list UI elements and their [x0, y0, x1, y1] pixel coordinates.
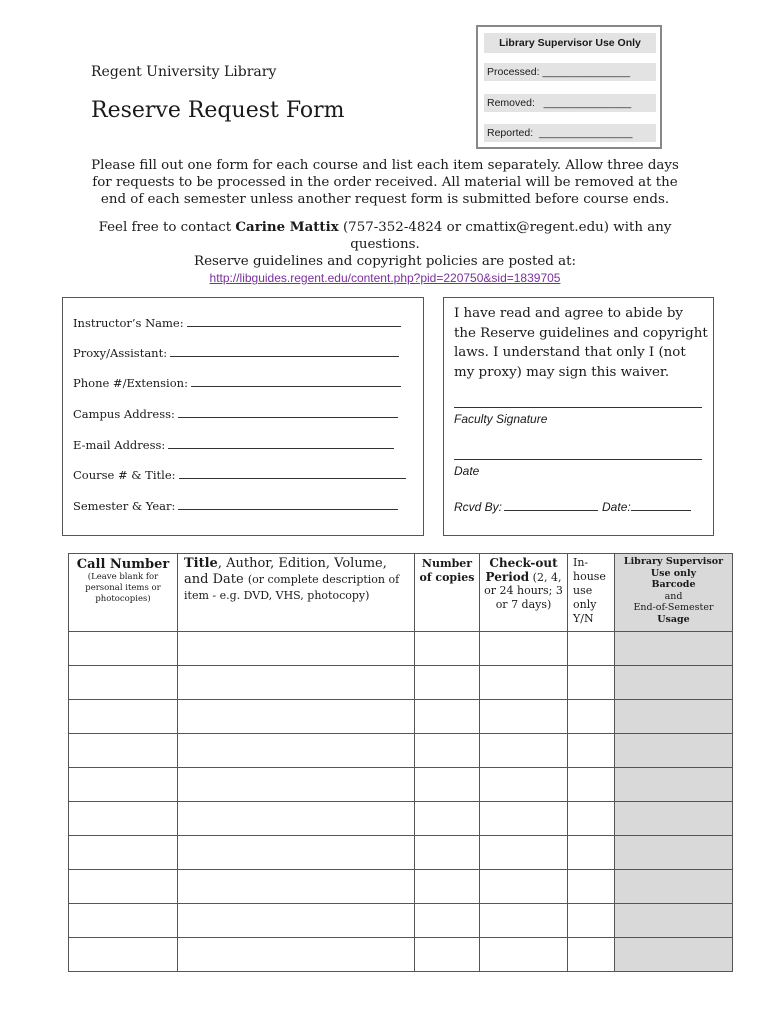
contact-line-2: questions.	[350, 237, 420, 252]
inhouse-cell[interactable]	[568, 938, 615, 972]
contact-line	[60, 219, 710, 236]
checkout-period-cell[interactable]	[480, 632, 568, 666]
num-copies-cell[interactable]	[415, 870, 480, 904]
title-cell[interactable]	[178, 700, 415, 734]
semester-year-line[interactable]	[178, 508, 398, 510]
call-number-cell[interactable]	[69, 632, 178, 666]
call-number-heading: Call Number	[76, 557, 170, 572]
waiver-box	[443, 297, 714, 536]
course-title-line[interactable]	[179, 477, 406, 479]
checkout-period-cell[interactable]	[480, 938, 568, 972]
title-note: (or complete description of item - e.g. DVD, VHS, photocopy)	[184, 573, 400, 602]
contact-paragraph	[60, 219, 710, 287]
contact-name: Carine Mattix	[235, 219, 339, 235]
num-copies-cell[interactable]	[415, 904, 480, 938]
title-cell[interactable]	[178, 836, 415, 870]
table-row	[69, 768, 733, 802]
contact-prefix: Feel free to contact	[98, 220, 236, 235]
call-number-cell[interactable]	[69, 768, 178, 802]
table-row	[69, 836, 733, 870]
inhouse-cell[interactable]	[568, 870, 615, 904]
supervisor-usage-cell	[615, 802, 733, 836]
proxy-line[interactable]	[170, 355, 399, 357]
table-row	[69, 632, 733, 666]
inhouse-cell[interactable]	[568, 734, 615, 768]
checkout-period-cell[interactable]	[480, 802, 568, 836]
table-row	[69, 666, 733, 700]
inhouse-cell[interactable]	[568, 768, 615, 802]
table-row	[69, 802, 733, 836]
reserve-items-table	[68, 553, 733, 972]
removed-label: Removed:	[487, 97, 535, 109]
supervisor-usage-cell	[615, 768, 733, 802]
call-number-cell[interactable]	[69, 666, 178, 700]
campus-address-line[interactable]	[178, 416, 398, 418]
supervisor-box-title: Library Supervisor Use Only	[484, 33, 656, 53]
call-number-header	[69, 554, 178, 632]
guidelines-link[interactable]: http://libguides.regent.edu/content.php?pid=220750&sid=1839705	[209, 271, 561, 285]
phone-field[interactable]	[73, 376, 401, 390]
supervisor-usage-cell	[615, 666, 733, 700]
call-number-cell[interactable]	[69, 836, 178, 870]
checkout-period-cell[interactable]	[480, 836, 568, 870]
sup-and: and	[664, 590, 683, 602]
campus-address-field[interactable]	[73, 407, 398, 421]
semester-year-field[interactable]	[73, 499, 398, 513]
intro-line-2: for requests to be processed in the order received. All material will be removed at the	[92, 175, 678, 190]
guidelines-text: Reserve guidelines and copyright policies are posted at:	[194, 254, 576, 269]
instructor-name-field[interactable]	[73, 316, 401, 330]
call-number-cell[interactable]	[69, 734, 178, 768]
removed-blank: _______________	[543, 97, 632, 109]
form-title: Reserve Request Form	[91, 98, 345, 123]
table-row	[69, 904, 733, 938]
supervisor-usage-header	[615, 554, 733, 632]
title-heading-rest: , Author, Edition, Volume, and Date	[184, 556, 387, 587]
supervisor-usage-cell	[615, 734, 733, 768]
processed-field[interactable]	[484, 63, 656, 81]
checkout-period-cell[interactable]	[480, 768, 568, 802]
table-row	[69, 734, 733, 768]
intro-line-3: end of each semester unless another request form is submitted before course ends.	[100, 192, 670, 207]
table-header-row	[69, 554, 733, 632]
supervisor-usage-cell	[615, 938, 733, 972]
faculty-signature-label: Faculty Signature	[454, 412, 548, 426]
phone-line[interactable]	[191, 385, 401, 387]
reported-label: Reported:	[487, 127, 534, 139]
num-copies-cell[interactable]	[415, 666, 480, 700]
title-cell[interactable]	[178, 632, 415, 666]
checkout-heading: Check-out Period	[485, 556, 558, 584]
title-cell[interactable]	[178, 734, 415, 768]
inhouse-header: In-house use only Y/N	[568, 554, 615, 632]
supervisor-usage-cell	[615, 870, 733, 904]
rcvd-by-row	[454, 500, 695, 514]
waiver-text: I have read and agree to abide by the Reserve guidelines and copyright laws. I understand that only I (not my proxy) may sign this waiver.	[454, 306, 708, 380]
supervisor-usage-cell	[615, 836, 733, 870]
title-cell[interactable]	[178, 904, 415, 938]
title-header	[178, 554, 415, 632]
table-row	[69, 938, 733, 972]
title-cell[interactable]	[178, 802, 415, 836]
email-line[interactable]	[168, 447, 394, 449]
table-row	[69, 700, 733, 734]
inhouse-cell[interactable]	[568, 836, 615, 870]
call-number-cell[interactable]	[69, 802, 178, 836]
intro-paragraph	[60, 157, 710, 208]
rcvd-date-line[interactable]	[631, 509, 691, 511]
phone-label: Phone #/Extension:	[73, 376, 188, 390]
instructor-name-line[interactable]	[187, 325, 401, 327]
rcvd-by-line[interactable]	[504, 509, 598, 511]
inhouse-cell[interactable]	[568, 666, 615, 700]
call-number-cell[interactable]	[69, 904, 178, 938]
proxy-label: Proxy/Assistant:	[73, 346, 168, 360]
title-cell[interactable]	[178, 768, 415, 802]
sup-usage: Usage	[657, 613, 690, 625]
inhouse-cell[interactable]	[568, 802, 615, 836]
num-copies-cell[interactable]	[415, 836, 480, 870]
instructor-name-label: Instructor’s Name:	[73, 316, 184, 330]
num-copies-header: Number of copies	[415, 554, 480, 632]
call-number-cell[interactable]	[69, 938, 178, 972]
semester-year-label: Semester & Year:	[73, 499, 176, 513]
num-copies-cell[interactable]	[415, 700, 480, 734]
date-line[interactable]	[454, 459, 702, 460]
title-heading: Title	[184, 556, 218, 571]
removed-field[interactable]	[484, 94, 656, 112]
contact-suffix: (757-352-4824 or cmattix@regent.edu) with any	[338, 220, 672, 235]
reported-field[interactable]	[484, 124, 656, 142]
instructor-info-box	[62, 297, 424, 536]
email-label: E-mail Address:	[73, 438, 166, 452]
table-row	[69, 870, 733, 904]
reported-blank: ________________	[538, 127, 633, 139]
checkout-period-cell[interactable]	[480, 666, 568, 700]
course-title-field[interactable]	[73, 468, 406, 482]
call-number-note: (Leave blank for personal items or photocopies)	[85, 572, 161, 604]
course-title-label: Course # & Title:	[73, 468, 176, 482]
inhouse-cell[interactable]	[568, 632, 615, 666]
rcvd-date-label: Date:	[602, 500, 631, 514]
inhouse-cell[interactable]	[568, 904, 615, 938]
intro-line-1: Please fill out one form for each course and list each item separately. Allow three days	[91, 158, 679, 173]
num-copies-cell[interactable]	[415, 632, 480, 666]
sup-heading: Library Supervisor Use only	[623, 556, 724, 579]
processed-label: Processed:	[487, 66, 540, 78]
checkout-period-cell[interactable]	[480, 904, 568, 938]
library-name: Regent University Library	[91, 64, 277, 80]
checkout-period-header	[480, 554, 568, 632]
faculty-signature-line[interactable]	[454, 407, 702, 408]
supervisor-usage-cell	[615, 700, 733, 734]
title-cell[interactable]	[178, 870, 415, 904]
num-copies-cell[interactable]	[415, 734, 480, 768]
campus-address-label: Campus Address:	[73, 407, 175, 421]
sup-barcode: Barcode	[651, 579, 696, 590]
num-copies-cell[interactable]	[415, 938, 480, 972]
date-label: Date	[454, 464, 480, 478]
sup-end-semester: End-of-Semester	[633, 602, 714, 613]
email-field[interactable]	[73, 438, 394, 452]
supervisor-usage-cell	[615, 904, 733, 938]
supervisor-usage-cell	[615, 632, 733, 666]
checkout-note: (2, 4, or 24 hours; 3 or 7 days)	[484, 570, 563, 611]
checkout-period-cell[interactable]	[480, 734, 568, 768]
inhouse-cell[interactable]	[568, 700, 615, 734]
rcvd-by-label: Rcvd By:	[454, 500, 503, 514]
num-copies-cell[interactable]	[415, 802, 480, 836]
checkout-period-cell[interactable]	[480, 700, 568, 734]
title-cell[interactable]	[178, 666, 415, 700]
supervisor-use-box	[476, 25, 662, 149]
processed-blank: _______________	[542, 66, 631, 78]
call-number-cell[interactable]	[69, 700, 178, 734]
num-copies-cell[interactable]	[415, 768, 480, 802]
checkout-period-cell[interactable]	[480, 870, 568, 904]
call-number-cell[interactable]	[69, 870, 178, 904]
title-cell[interactable]	[178, 938, 415, 972]
proxy-field[interactable]	[73, 346, 399, 360]
